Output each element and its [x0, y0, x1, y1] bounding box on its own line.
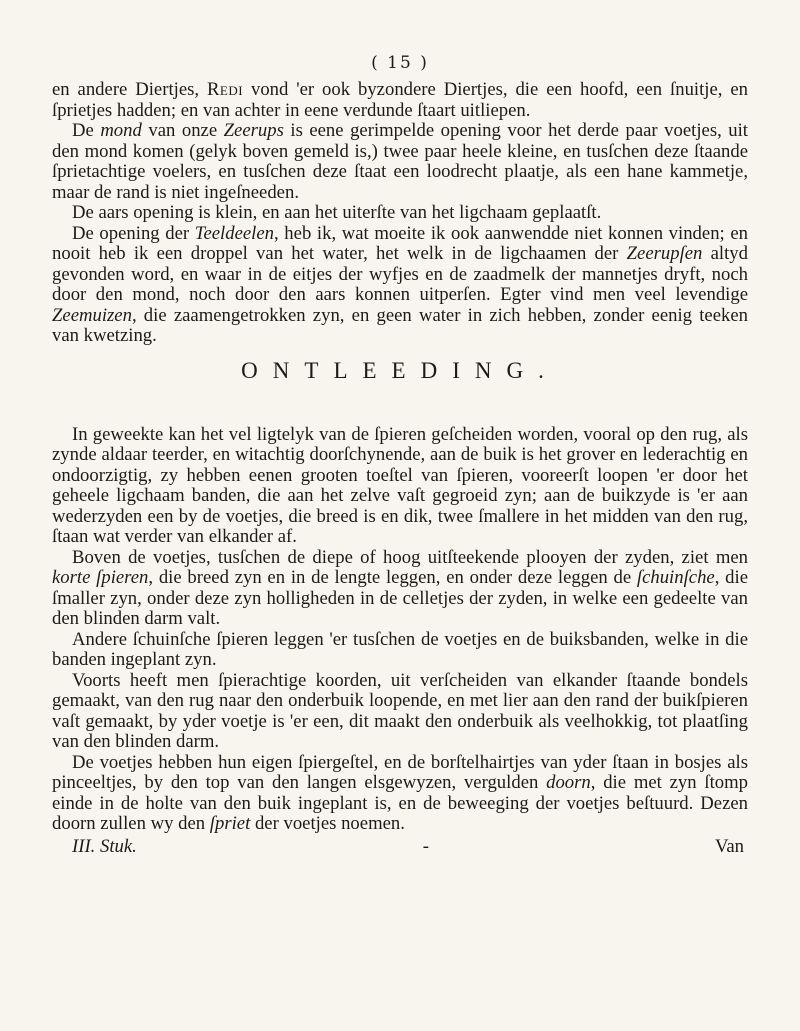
italic-term: korte ſpieren — [52, 567, 149, 588]
paragraph: De voetjes hebben hun eigen ſpiergeſtel, en de borſtelhairtjes van yder ſtaan in bosjes als pinceeltjes, by den top van den langen elsgewyzen, vergulden doorn, die met zyn ſtomp einde in de holte van den buik ingeplant is, en de beweeging der voetjes beſtuurd. Dezen doorn zullen wy den ſpriet der voetjes noemen. — [52, 751, 748, 834]
catchword: Van — [714, 835, 744, 857]
paragraph: en andere Diertjes, Redi vond 'er ook byzondere Diertjes, die een hoofd, een ſnuitje, en ſprietjes hadden; en van achter in eene verdunde ſtaart uitliepen. — [52, 79, 748, 121]
paragraph: De opening der Teeldeelen, heb ik, wat moeite ik ook aanwendde niet konnen vinden; en nooit heb ik een droppel van het water, het welk in de ligchaamen der Zeerupſen altyd gevonden word, en waar in de eitjes der wyfjes en de zaadmelk der mannetjes dryft, noch door den mond, noch door den aars konnen uitperſen. Egter vind men veel levendige Zeemuizen, die zaamengetrokken zyn, en geen water in zich hebben, zonder eenig teeken van kwetzing. — [52, 222, 748, 346]
paragraph: De mond van onze Zeerups is eene gerimpelde opening voor het derde paar voetjes, uit den mond komen (gelyk boven gemeld is,) twee paar heele kleine, en tusſchen deze ſtaande ſprietachtige voelers, en tusſchen deze ſtaat een loodrecht plaatje, als een hane kammetje, maar de rand is niet ingeſneeden. — [52, 120, 748, 203]
section-heading: ONTLEEDING. — [241, 357, 559, 383]
italic-term: Zeerups — [223, 120, 284, 141]
page-number: ( 15 ) — [371, 53, 429, 73]
page-footer — [52, 837, 748, 858]
italic-term: mond — [100, 120, 142, 141]
italic-term: ſpriet — [209, 813, 251, 834]
paragraph: Andere ſchuinſche ſpieren leggen 'er tusſchen de voetjes en de buiksbanden, welke in die banden ingeplant zyn. — [52, 628, 748, 670]
paragraph: Voorts heeft men ſpierachtige koorden, uit verſcheiden van elkander ſtaande bondels gemaakt, van den rug naar den onderbuik loopende, en met lier aan den rand der buikſpieren vaſt gemaakt, by yder voetje is 'er een, dit maakt den onderbuik als veelhokkig, tot plaatſing van den blinden darm. — [52, 669, 748, 752]
italic-term: Teeldeelen — [194, 222, 274, 244]
italic-term: doorn — [546, 772, 591, 793]
paragraph: In geweekte kan het vel ligtelyk van de ſpieren geſcheiden worden, vooral op den rug, als zynde aldaar teerder, en witachtig doorſchynende, aan de buik is het grover en lederachtig en ondoorzigtig, zy hebben eenen grooten toeſtel van ſpieren, vooreerſt loopen 'er door het geheele ligchaam banden, die aan het zelve vaſt gegroeid zyn; aan de buikzyde is 'er aan wederzyden een by de voetjes, die breed is en dik, twee ſmallere in het midden van den rug, ſtaan wat verder van elkander af. — [52, 423, 748, 547]
paragraph: Boven de voetjes, tusſchen de diepe of hoog uitſteekende plooyen der zyden, ziet men korte ſpieren, die breed zyn en in de lengte leggen, en onder deze leggen de ſchuinſche, die ſmaller zyn, onder deze zyn holligheden in de celletjes der zyden, in welke een gedeelte van den blinden darm valt. — [52, 546, 748, 629]
paragraph: De aars opening is klein, en aan het uiterſte van het ligchaam geplaatſt. — [72, 202, 602, 223]
italic-term: Zeerupſen — [626, 243, 703, 264]
footer-dash: - — [422, 835, 430, 857]
body-text — [52, 80, 748, 857]
author-name: Redi — [206, 79, 244, 100]
italic-term: Zeemuizen — [52, 304, 132, 326]
italic-term: ſchuinſche — [636, 567, 715, 588]
signature-mark: III. Stuk. — [72, 835, 137, 857]
